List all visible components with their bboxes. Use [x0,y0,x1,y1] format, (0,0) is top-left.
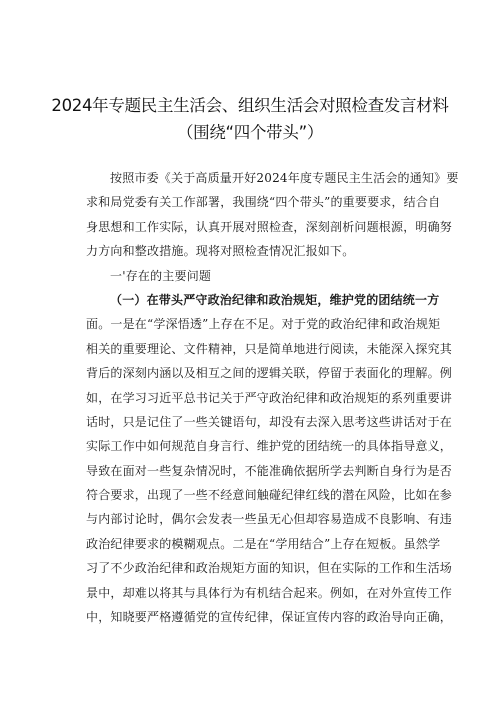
body-line: 如，在学习习近平总书记关于严守政治纪律和政治规矩的系列重要讲 [86,390,453,405]
body-line: 导致在面对一些复杂情况时，不能准确依据所学去判断自身行为是否 [86,463,453,478]
intro-line: 按照市委《关于高质量开好2024年度专题民主生活会的通知》要 [110,171,459,185]
document-title: 2024年专题民主生活会、组织生活会对照检查发言材料 [51,96,449,115]
body-line: 中，知晓要严格遵循党的宣传纪律，保证宣传内容的政治导向正确， [86,610,453,625]
document-body [86,166,459,629]
body-line: 相关的重要理论、文件精神，只是简单地进行阅读，未能深入探究其 [86,341,453,356]
body-line: 面。一是在“学深悟透”上存在不足。对于党的政治纪律和政治规矩 [86,317,441,332]
body-line: 与内部讨论时，偶尔会发表一些虽无心但却容易造成不良影响、有违 [86,512,453,527]
intro-line: 力方向和整改措施。现将对照检查情况汇报如下。 [86,244,355,259]
subsection-heading: （一）在带头严守政治纪律和政治规矩，维护党的团结统一方 [110,292,440,307]
body-line: 政治纪律要求的模糊观点。二是在“学用结合”上存在短板。虽然学 [86,536,441,551]
intro-line: 求和局党委有关工作部署，我围绕“四个带头”的重要要求，结合自 [86,195,441,210]
body-line: 背后的深刻内涵以及相互之间的逻辑关联，停留于表面化的理解。例 [86,366,453,381]
body-line: 实际工作中如何规范自身言行、维护党的团结统一的具体指导意义， [86,439,453,454]
intro-line: 身思想和工作实际，认真开展对照检查，深刻剖析问题根源，明确努 [86,219,453,234]
body-line: 景中，却难以将其与具体行为有机结合起来。例如，在对外宣传工作 [86,585,453,600]
body-line: 话时，只是记住了一些关键语句，却没有去深入思考这些讲话对于在 [86,414,453,429]
document-subtitle: （围绕“四个带头”） [176,123,324,142]
body-line: 符合要求，出现了一些不经意间触碰纪律红线的潜在风险，比如在参 [86,488,453,503]
section-heading: 一'存在的主要问题 [110,268,212,283]
body-line: 习了不少政治纪律和政治规矩方面的知识，但在实际的工作和生活场 [86,561,453,576]
